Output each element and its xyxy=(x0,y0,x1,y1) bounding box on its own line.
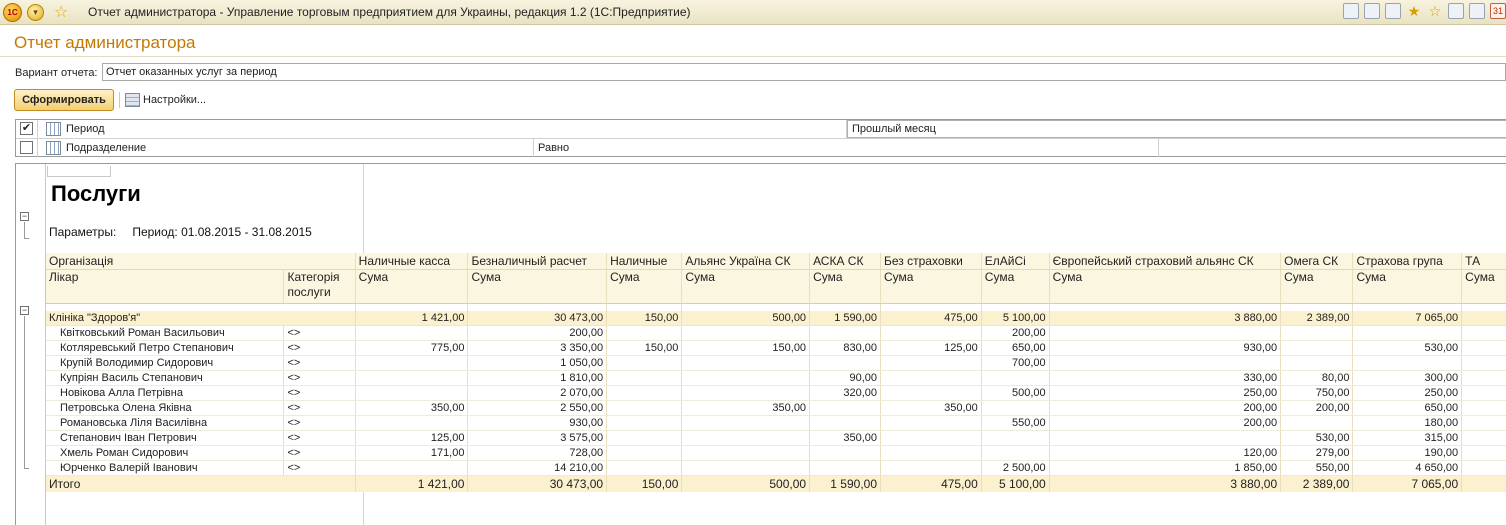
total-row xyxy=(46,475,1506,492)
gap-cell xyxy=(46,304,355,311)
sum-cell xyxy=(1462,355,1506,370)
filter-panel xyxy=(15,119,1506,157)
outline-gutter xyxy=(16,164,46,525)
sum-cell xyxy=(355,370,468,385)
sum-cell xyxy=(355,460,468,475)
sum-cell: 14 210,00 xyxy=(468,460,607,475)
sum-cell xyxy=(881,355,982,370)
header-divider xyxy=(0,56,1506,57)
sum-cell xyxy=(881,370,982,385)
sum-cell: 171,00 xyxy=(355,445,468,460)
sum-cell xyxy=(607,400,682,415)
filter-row-period[interactable] xyxy=(16,120,1506,139)
doctor-name: Купріян Василь Степанович xyxy=(46,370,284,385)
gap-cell xyxy=(981,304,1049,311)
sum-cell: 830,00 xyxy=(810,340,881,355)
save-icon[interactable] xyxy=(1343,3,1359,19)
sum-header: Сума xyxy=(355,270,468,304)
total-value: 150,00 xyxy=(607,475,682,492)
doctor-name: Хмель Роман Сидорович xyxy=(46,445,284,460)
sum-cell xyxy=(1049,355,1280,370)
sum-cell: 200,00 xyxy=(981,325,1049,340)
sum-cell xyxy=(810,325,881,340)
variant-field[interactable]: Отчет оказанных услуг за период xyxy=(102,63,1506,81)
sum-cell xyxy=(1281,355,1353,370)
filter-row-department[interactable] xyxy=(16,139,1506,157)
category-value: <> xyxy=(284,430,355,445)
gap-cell xyxy=(355,304,468,311)
doctor-name: Петровська Олена Яківна xyxy=(46,400,284,415)
doctor-name: Крупій Володимир Сидорович xyxy=(46,355,284,370)
history-icon[interactable]: ☆ xyxy=(1428,3,1442,19)
sum-cell xyxy=(1462,430,1506,445)
sum-cell: 80,00 xyxy=(1281,370,1353,385)
sum-header: Сума xyxy=(881,270,982,304)
filter-period-value: Прошлый месяц xyxy=(852,123,936,135)
sum-cell xyxy=(607,355,682,370)
sum-header: Сума xyxy=(682,270,810,304)
filter-department-checkbox[interactable] xyxy=(20,141,33,154)
sum-cell xyxy=(810,355,881,370)
sum-header: Сума xyxy=(607,270,682,304)
sum-cell xyxy=(881,325,982,340)
group-name: Клініка "Здоров'я" xyxy=(46,311,355,326)
group-value: 30 473,00 xyxy=(468,311,607,326)
column-header: Європейський страховий альянс СК xyxy=(1049,253,1280,270)
sum-cell: 728,00 xyxy=(468,445,607,460)
sum-cell: 1 850,00 xyxy=(1049,460,1280,475)
sum-cell: 650,00 xyxy=(1353,400,1462,415)
doctor-name: Романовська Ліля Василівна xyxy=(46,415,284,430)
sum-cell: 90,00 xyxy=(810,370,881,385)
total-value xyxy=(1462,475,1506,492)
sum-cell: 350,00 xyxy=(355,400,468,415)
doctor-name: Квітковський Роман Васильович xyxy=(46,325,284,340)
sum-cell xyxy=(682,460,810,475)
sum-cell xyxy=(1462,340,1506,355)
sum-cell: 200,00 xyxy=(1049,415,1280,430)
table-row xyxy=(46,340,1506,355)
gap-cell xyxy=(881,304,982,311)
table-row xyxy=(46,370,1506,385)
doctor-name: Котляревський Петро Степанович xyxy=(46,340,284,355)
sum-cell xyxy=(1353,325,1462,340)
sum-cell xyxy=(810,460,881,475)
window-title-bar xyxy=(0,0,1506,25)
sum-cell: 2 550,00 xyxy=(468,400,607,415)
sum-cell: 3 350,00 xyxy=(468,340,607,355)
outline-line-end xyxy=(24,238,29,239)
sum-cell xyxy=(682,445,810,460)
sum-cell: 125,00 xyxy=(881,340,982,355)
sum-cell: 350,00 xyxy=(682,400,810,415)
sum-cell: 250,00 xyxy=(1353,385,1462,400)
gap-cell xyxy=(1281,304,1353,311)
page-title: Отчет администратора xyxy=(14,33,196,52)
sum-cell xyxy=(881,430,982,445)
sum-cell: 550,00 xyxy=(981,415,1049,430)
sum-cell xyxy=(1462,385,1506,400)
sum-cell xyxy=(881,385,982,400)
total-value: 2 389,00 xyxy=(1281,475,1353,492)
column-header: АСКА СК xyxy=(810,253,881,270)
filter-col-divider xyxy=(37,120,38,138)
filter-department-name: Подразделение xyxy=(66,142,147,154)
total-value: 500,00 xyxy=(682,475,810,492)
filter-department-condition[interactable]: Равно xyxy=(538,142,570,154)
clipboard-icon[interactable] xyxy=(1469,3,1485,19)
doctor-header: Лікар xyxy=(46,270,284,304)
column-header: ТА xyxy=(1462,253,1506,270)
sum-cell xyxy=(607,430,682,445)
group-value: 1 590,00 xyxy=(810,311,881,326)
params-label: Параметры: xyxy=(49,225,117,239)
table-row xyxy=(46,460,1506,475)
sum-cell: 350,00 xyxy=(881,400,982,415)
sum-cell xyxy=(682,415,810,430)
doctor-name: Степанович Іван Петрович xyxy=(46,430,284,445)
table-row xyxy=(46,445,1506,460)
calculator-icon[interactable] xyxy=(1448,3,1464,19)
table-gap-row xyxy=(46,304,1506,311)
sum-cell: 150,00 xyxy=(682,340,810,355)
main-menu-chevron-down-icon[interactable]: ▾ xyxy=(27,4,44,21)
sum-cell xyxy=(682,355,810,370)
window-title: Отчет администратора - Управление торговым предприятием для Украины, редакция 1.2 (1С:Предприятие) xyxy=(88,5,691,19)
sum-cell: 700,00 xyxy=(981,355,1049,370)
params-value: Период: 01.08.2015 - 31.08.2015 xyxy=(132,225,312,239)
sum-cell: 1 050,00 xyxy=(468,355,607,370)
report-sheet[interactable] xyxy=(15,163,1506,525)
group-value: 2 389,00 xyxy=(1281,311,1353,326)
sum-cell xyxy=(810,445,881,460)
table-header-row xyxy=(46,253,1506,270)
sum-header: Сума xyxy=(981,270,1049,304)
category-value: <> xyxy=(284,460,355,475)
collapse-header-icon[interactable]: − xyxy=(21,211,28,221)
sum-cell xyxy=(981,430,1049,445)
settings-icon xyxy=(125,93,140,107)
sum-cell xyxy=(355,385,468,400)
total-label: Итого xyxy=(46,475,355,492)
sum-cell: 550,00 xyxy=(1281,460,1353,475)
doctor-name: Юрченко Валерій Іванович xyxy=(46,460,284,475)
sum-cell xyxy=(355,415,468,430)
sum-cell: 120,00 xyxy=(1049,445,1280,460)
sum-cell xyxy=(607,460,682,475)
sum-header: Сума xyxy=(810,270,881,304)
sum-cell xyxy=(981,400,1049,415)
sum-header: Сума xyxy=(1281,270,1353,304)
sum-cell: 3 575,00 xyxy=(468,430,607,445)
app-logo-icon[interactable]: 1С xyxy=(3,3,22,22)
category-value: <> xyxy=(284,325,355,340)
sum-cell: 930,00 xyxy=(468,415,607,430)
gap-cell xyxy=(810,304,881,311)
total-value: 1 590,00 xyxy=(810,475,881,492)
settings-label: Настройки... xyxy=(143,94,207,106)
sum-cell xyxy=(1462,460,1506,475)
sum-cell: 190,00 xyxy=(1353,445,1462,460)
sum-cell: 775,00 xyxy=(355,340,468,355)
sum-cell xyxy=(1281,340,1353,355)
sum-cell xyxy=(1281,415,1353,430)
sum-cell xyxy=(682,370,810,385)
sum-cell xyxy=(810,415,881,430)
sum-cell: 315,00 xyxy=(1353,430,1462,445)
group-value: 7 065,00 xyxy=(1353,311,1462,326)
column-header: Страхова група xyxy=(1353,253,1462,270)
gap-cell xyxy=(1049,304,1280,311)
outline-line xyxy=(24,316,25,468)
table-row xyxy=(46,430,1506,445)
toolbar-divider xyxy=(119,92,120,108)
sheet-corner-cell xyxy=(47,166,111,177)
column-header: Альянс Україна СК xyxy=(682,253,810,270)
report-table xyxy=(46,253,1506,492)
sum-cell: 1 810,00 xyxy=(468,370,607,385)
column-header: Безналичный расчет xyxy=(468,253,607,270)
sum-cell: 150,00 xyxy=(607,340,682,355)
calendar-icon[interactable]: 31 xyxy=(1490,3,1506,19)
category-value: <> xyxy=(284,445,355,460)
sum-cell: 200,00 xyxy=(1049,400,1280,415)
collapse-group-icon[interactable]: − xyxy=(21,305,28,315)
sum-cell xyxy=(1462,370,1506,385)
sum-cell xyxy=(355,355,468,370)
sum-cell xyxy=(1353,355,1462,370)
period-icon xyxy=(46,122,61,136)
category-value: <> xyxy=(284,340,355,355)
sum-cell: 250,00 xyxy=(1049,385,1280,400)
preview-icon[interactable] xyxy=(1385,3,1401,19)
group-value xyxy=(1462,311,1506,326)
sum-cell: 200,00 xyxy=(1281,400,1353,415)
sum-cell xyxy=(607,445,682,460)
filter-col-divider xyxy=(533,139,534,157)
add-favorite-icon[interactable]: ★ xyxy=(1407,3,1421,19)
sum-cell xyxy=(810,400,881,415)
sum-cell: 930,00 xyxy=(1049,340,1280,355)
sum-cell: 650,00 xyxy=(981,340,1049,355)
favorites-star-icon[interactable]: ☆ xyxy=(54,4,69,21)
table-row xyxy=(46,415,1506,430)
table-row xyxy=(46,400,1506,415)
total-value: 30 473,00 xyxy=(468,475,607,492)
sum-header: Сума xyxy=(1353,270,1462,304)
sum-header: Сума xyxy=(1049,270,1280,304)
sum-cell: 2 070,00 xyxy=(468,385,607,400)
sum-cell: 320,00 xyxy=(810,385,881,400)
gap-cell xyxy=(1462,304,1506,311)
group-value: 3 880,00 xyxy=(1049,311,1280,326)
sum-cell: 530,00 xyxy=(1353,340,1462,355)
group-value: 475,00 xyxy=(881,311,982,326)
gap-cell xyxy=(1353,304,1462,311)
sum-cell: 279,00 xyxy=(1281,445,1353,460)
sum-cell xyxy=(607,370,682,385)
report-title: Послуги xyxy=(51,181,141,206)
print-icon[interactable] xyxy=(1364,3,1380,19)
sum-cell xyxy=(881,445,982,460)
group-value: 500,00 xyxy=(682,311,810,326)
category-value: <> xyxy=(284,400,355,415)
title-toolbar xyxy=(1343,3,1506,21)
sum-cell xyxy=(1462,415,1506,430)
variant-label: Вариант отчета: xyxy=(15,67,98,79)
table-row xyxy=(46,325,1506,340)
sum-cell xyxy=(1462,445,1506,460)
column-header: Омега СК xyxy=(1281,253,1353,270)
total-value: 1 421,00 xyxy=(355,475,468,492)
report-params xyxy=(49,225,312,239)
sum-cell xyxy=(682,325,810,340)
department-icon xyxy=(46,141,61,155)
gap-cell xyxy=(468,304,607,311)
sum-cell: 125,00 xyxy=(355,430,468,445)
sum-cell xyxy=(1462,400,1506,415)
sum-cell: 2 500,00 xyxy=(981,460,1049,475)
sum-cell: 350,00 xyxy=(810,430,881,445)
doctor-name: Новікова Алла Петрівна xyxy=(46,385,284,400)
filter-col-divider xyxy=(1158,139,1159,157)
form-report-button[interactable]: Сформировать xyxy=(14,89,114,111)
group-value: 5 100,00 xyxy=(981,311,1049,326)
column-header: ЕлАйСі xyxy=(981,253,1049,270)
settings-button[interactable] xyxy=(125,92,206,108)
sum-cell xyxy=(1281,325,1353,340)
outline-line-end xyxy=(24,468,29,469)
sum-cell xyxy=(981,370,1049,385)
table-subheader-row xyxy=(46,270,1506,304)
total-value: 475,00 xyxy=(881,475,982,492)
sum-cell xyxy=(981,445,1049,460)
category-value: <> xyxy=(284,385,355,400)
column-header: Без страховки xyxy=(881,253,982,270)
sum-cell xyxy=(881,415,982,430)
org-header: Організація xyxy=(46,253,355,270)
filter-period-value-field[interactable] xyxy=(847,120,1506,138)
filter-col-divider xyxy=(37,139,38,157)
filter-period-name: Период xyxy=(66,123,105,135)
total-value: 3 880,00 xyxy=(1049,475,1280,492)
sum-cell xyxy=(1462,325,1506,340)
sum-header: Сума xyxy=(1462,270,1506,304)
sum-cell xyxy=(1049,430,1280,445)
category-value: <> xyxy=(284,415,355,430)
sum-cell: 4 650,00 xyxy=(1353,460,1462,475)
table-row xyxy=(46,355,1506,370)
group-value: 1 421,00 xyxy=(355,311,468,326)
sum-cell xyxy=(607,385,682,400)
category-header: Категорія послуги xyxy=(284,270,355,304)
sum-cell: 180,00 xyxy=(1353,415,1462,430)
sum-cell: 530,00 xyxy=(1281,430,1353,445)
sum-cell: 500,00 xyxy=(981,385,1049,400)
outline-line xyxy=(24,222,25,238)
total-value: 5 100,00 xyxy=(981,475,1049,492)
sum-cell xyxy=(355,325,468,340)
table-row xyxy=(46,385,1506,400)
sum-cell: 750,00 xyxy=(1281,385,1353,400)
gap-cell xyxy=(607,304,682,311)
column-header: Наличные xyxy=(607,253,682,270)
group-row xyxy=(46,311,1506,326)
sum-header: Сума xyxy=(468,270,607,304)
sum-cell: 330,00 xyxy=(1049,370,1280,385)
sum-cell: 200,00 xyxy=(468,325,607,340)
sum-cell: 300,00 xyxy=(1353,370,1462,385)
sum-cell xyxy=(607,415,682,430)
column-header: Наличные касса xyxy=(355,253,468,270)
category-value: <> xyxy=(284,355,355,370)
filter-period-checkbox[interactable]: ✔ xyxy=(21,122,32,134)
gap-cell xyxy=(682,304,810,311)
group-value: 150,00 xyxy=(607,311,682,326)
sum-cell xyxy=(881,460,982,475)
sum-cell xyxy=(1049,325,1280,340)
sum-cell xyxy=(682,430,810,445)
category-value: <> xyxy=(284,370,355,385)
sum-cell xyxy=(682,385,810,400)
total-value: 7 065,00 xyxy=(1353,475,1462,492)
sum-cell xyxy=(607,325,682,340)
